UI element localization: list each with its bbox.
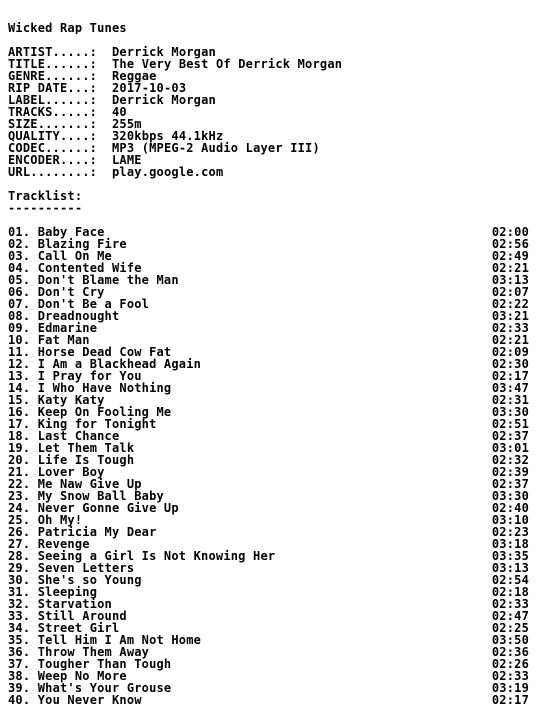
track-number: 15. — [8, 393, 31, 407]
track-duration: 03:35 — [491, 549, 529, 563]
spacer — [8, 178, 529, 190]
track-duration: 02:30 — [491, 357, 529, 371]
tracklist — [8, 226, 529, 706]
track-title: She's so Young — [37, 573, 142, 587]
track-number: 38. — [8, 669, 31, 683]
track-number: 12. — [8, 357, 31, 371]
track-title: Edmarine — [37, 321, 98, 335]
metadata-value: 40 — [112, 105, 127, 119]
metadata-row — [8, 166, 529, 178]
track-title: Seven Letters — [37, 561, 135, 575]
track-number: 40. — [8, 693, 31, 707]
track-number: 08. — [8, 309, 31, 323]
track-number: 23. — [8, 489, 31, 503]
track-number: 22. — [8, 477, 31, 491]
track-title: Let Them Talk — [37, 441, 135, 455]
track-title: Tell Him I Am Not Home — [37, 633, 202, 647]
track-duration: 03:13 — [491, 561, 529, 575]
track-title: Patricia My Dear — [37, 525, 157, 539]
track-number: 01. — [8, 225, 31, 239]
track-title: Life Is Tough — [37, 453, 135, 467]
track-duration: 03:13 — [491, 273, 529, 287]
track-title: Oh My! — [37, 513, 83, 527]
track-number: 32. — [8, 597, 31, 611]
track-title: Throw Them Away — [37, 645, 150, 659]
metadata-value: Derrick Morgan — [112, 93, 216, 107]
track-duration: 03:47 — [491, 381, 529, 395]
track-duration: 03:01 — [491, 441, 529, 455]
release-info-document — [8, 22, 529, 706]
track-title: Revenge — [37, 537, 90, 551]
track-duration: 02:51 — [491, 417, 529, 431]
track-number: 11. — [8, 345, 31, 359]
track-title: Starvation — [37, 597, 112, 611]
track-duration: 02:32 — [491, 453, 529, 467]
track-duration: 03:30 — [491, 489, 529, 503]
metadata-key: ARTIST.....: — [8, 45, 98, 59]
track-title: Last Chance — [37, 429, 120, 443]
tracklist-heading: Tracklist: — [8, 190, 83, 202]
track-number: 21. — [8, 465, 31, 479]
metadata-key: QUALITY....: — [8, 129, 98, 143]
track-duration: 02:22 — [491, 297, 529, 311]
track-duration: 02:49 — [491, 249, 529, 263]
track-duration: 02:09 — [491, 345, 529, 359]
track-number: 19. — [8, 441, 31, 455]
track-duration: 02:00 — [491, 225, 529, 239]
track-duration: 02:37 — [491, 429, 529, 443]
track-title: Don't Cry — [37, 285, 105, 299]
track-number: 33. — [8, 609, 31, 623]
track-duration: 02:33 — [491, 597, 529, 611]
track-number: 35. — [8, 633, 31, 647]
metadata-value: 2017-10-03 — [112, 81, 187, 95]
track-number: 09. — [8, 321, 31, 335]
track-number: 31. — [8, 585, 31, 599]
track-number: 29. — [8, 561, 31, 575]
track-title: King for Tonight — [37, 417, 157, 431]
metadata-key: ENCODER....: — [8, 153, 98, 167]
track-duration: 03:21 — [491, 309, 529, 323]
track-number: 14. — [8, 381, 31, 395]
track-title: I Pray for You — [37, 369, 142, 383]
track-number: 24. — [8, 501, 31, 515]
track-number: 13. — [8, 369, 31, 383]
track-duration: 02:33 — [491, 669, 529, 683]
track-title: Baby Face — [37, 225, 105, 239]
track-info — [8, 694, 142, 706]
track-number: 02. — [8, 237, 31, 251]
track-duration: 02:18 — [491, 585, 529, 599]
metadata-key: URL........: — [8, 165, 98, 179]
track-duration: 02:17 — [491, 693, 529, 707]
track-duration: 03:19 — [491, 681, 529, 695]
track-number: 07. — [8, 297, 31, 311]
track-number: 34. — [8, 621, 31, 635]
track-number: 28. — [8, 549, 31, 563]
track-duration: 02:47 — [491, 609, 529, 623]
track-title: Still Around — [37, 609, 127, 623]
track-number: 06. — [8, 285, 31, 299]
track-duration: 03:18 — [491, 537, 529, 551]
track-number: 39. — [8, 681, 31, 695]
metadata-value: 255m — [112, 117, 142, 131]
metadata-key: TRACKS.....: — [8, 105, 98, 119]
metadata-key: RIP DATE...: — [8, 81, 98, 95]
track-row — [8, 502, 529, 514]
track-number: 25. — [8, 513, 31, 527]
metadata-key: SIZE.......: — [8, 117, 98, 131]
track-duration: 02:33 — [491, 321, 529, 335]
track-title: Sleeping — [37, 585, 98, 599]
track-title: You Never Know — [37, 693, 142, 707]
track-title: Don't Blame the Man — [37, 273, 179, 287]
track-number: 20. — [8, 453, 31, 467]
track-number: 37. — [8, 657, 31, 671]
metadata-key: TITLE......: — [8, 57, 98, 71]
metadata-value: The Very Best Of Derrick Morgan — [112, 57, 343, 71]
metadata-key: LABEL......: — [8, 93, 98, 107]
track-title: My Snow Ball Baby — [37, 489, 164, 503]
metadata-value: LAME — [112, 153, 142, 167]
metadata-value: MP3 (MPEG-2 Audio Layer III) — [112, 141, 320, 155]
track-number: 05. — [8, 273, 31, 287]
track-number: 18. — [8, 429, 31, 443]
metadata-block — [8, 46, 529, 178]
track-duration: 02:39 — [491, 465, 529, 479]
track-title: Keep On Fooling Me — [37, 405, 172, 419]
track-duration: 02:37 — [491, 477, 529, 491]
track-title: Me Naw Give Up — [37, 477, 142, 491]
track-duration: 02:07 — [491, 285, 529, 299]
track-title: Katy Katy — [37, 393, 105, 407]
track-title: Fat Man — [37, 333, 90, 347]
metadata-value: Reggae — [112, 69, 157, 83]
track-title: Don't Be a Fool — [37, 297, 150, 311]
track-title: Weep No More — [37, 669, 127, 683]
track-number: 10. — [8, 333, 31, 347]
track-duration: 02:54 — [491, 573, 529, 587]
track-row — [8, 694, 529, 706]
track-duration: 02:23 — [491, 525, 529, 539]
track-duration: 02:21 — [491, 261, 529, 275]
track-duration: 03:50 — [491, 633, 529, 647]
track-duration: 02:40 — [491, 501, 529, 515]
track-duration: 02:17 — [491, 369, 529, 383]
track-title: Seeing a Girl Is Not Knowing Her — [37, 549, 276, 563]
track-title: Call On Me — [37, 249, 112, 263]
track-number: 30. — [8, 573, 31, 587]
track-title: Never Gonne Give Up — [37, 501, 179, 515]
track-duration: 02:25 — [491, 621, 529, 635]
track-title: Horse Dead Cow Fat — [37, 345, 172, 359]
track-title: Tougher Than Tough — [37, 657, 172, 671]
track-duration: 02:31 — [491, 393, 529, 407]
track-title: Blazing Fire — [37, 237, 127, 251]
document-title: Wicked Rap Tunes — [8, 22, 127, 34]
track-title: Lover Boy — [37, 465, 105, 479]
track-duration: 02:56 — [491, 237, 529, 251]
track-title: Contented Wife — [37, 261, 142, 275]
track-title: Street Girl — [37, 621, 120, 635]
metadata-value: 320kbps 44.1kHz — [112, 129, 224, 143]
track-number: 04. — [8, 261, 31, 275]
track-number: 03. — [8, 249, 31, 263]
track-duration: 02:26 — [491, 657, 529, 671]
track-title: I Who Have Nothing — [37, 381, 172, 395]
tracklist-underline: ---------- — [8, 202, 83, 214]
track-number: 26. — [8, 525, 31, 539]
track-duration: 02:36 — [491, 645, 529, 659]
metadata-value: Derrick Morgan — [112, 45, 216, 59]
track-title: I Am a Blackhead Again — [37, 357, 202, 371]
track-number: 17. — [8, 417, 31, 431]
track-number: 36. — [8, 645, 31, 659]
metadata-key: CODEC......: — [8, 141, 98, 155]
track-title: Dreadnought — [37, 309, 120, 323]
track-title: What's Your Grouse — [37, 681, 172, 695]
track-duration: 03:30 — [491, 405, 529, 419]
metadata-value: play.google.com — [112, 165, 224, 179]
track-duration: 02:21 — [491, 333, 529, 347]
separator — [30, 694, 37, 706]
track-duration: 03:10 — [491, 513, 529, 527]
track-number: 16. — [8, 405, 31, 419]
metadata-key: GENRE......: — [8, 69, 98, 83]
track-number: 27. — [8, 537, 31, 551]
